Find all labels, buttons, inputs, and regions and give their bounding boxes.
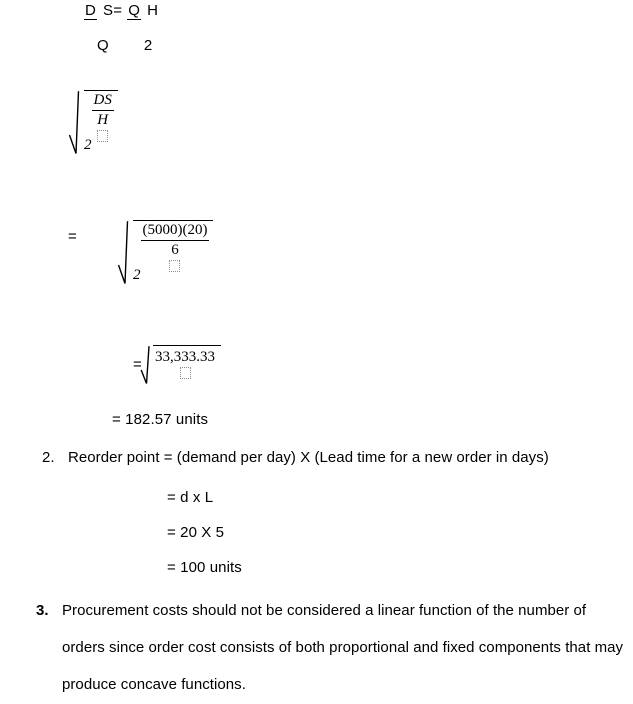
list-item-paragraph: Procurement costs should not be considered a linear function of the number of orders since order cost consists of both proportional and fixed components that may produce concave functions. (62, 602, 624, 693)
square-root-icon (68, 90, 84, 155)
radicand-number: 33,333.33 (155, 349, 215, 365)
fraction-denominator: 6 (171, 242, 179, 258)
fraction-denominator: H (97, 112, 109, 128)
square-root-icon (140, 345, 153, 385)
square-root-icon (117, 220, 133, 285)
radical-coefficient: 2 (133, 267, 141, 283)
balance-numerator-left: D (85, 2, 97, 19)
balance-denominator-left: Q (97, 37, 109, 54)
list-item (36, 592, 628, 703)
empty-equation-placeholder-icon[interactable] (180, 367, 191, 379)
balance-equation-denominator-row (84, 37, 158, 57)
radicand-symbolic (84, 90, 118, 155)
list-item (42, 443, 632, 473)
balance-equals: = (113, 2, 123, 19)
list-item-text (62, 592, 628, 703)
reorder-step-2: = 20 X 5 (167, 524, 225, 541)
balance-numerator-right: Q (128, 2, 141, 19)
empty-equation-placeholder-icon[interactable] (97, 130, 108, 142)
eoq-result-line: = 182.57 units (112, 411, 209, 428)
fraction-numerator: DS (92, 92, 114, 111)
value-with-placeholder (153, 347, 217, 379)
balance-term-left: S (103, 2, 114, 19)
radical-coefficient: 2 (84, 137, 92, 153)
placeholder-slot[interactable] (141, 259, 210, 272)
placeholder-slot[interactable] (153, 366, 217, 379)
radicand-value (153, 345, 221, 385)
list-item-marker: 2. (42, 449, 55, 466)
fraction-ds-over-h (92, 92, 114, 142)
list-item-paragraph: Reorder point = (demand per day) X (Lead time for a new order in days) (68, 449, 549, 466)
radical-value-expression (140, 345, 221, 385)
balance-denominator-right: 2 (143, 37, 153, 54)
balance-equation-numerator-row (84, 2, 158, 22)
list-item-text (68, 443, 632, 473)
radical-symbolic-expression (68, 90, 118, 155)
list-item-marker: 3. (36, 602, 49, 619)
reorder-step-1: = d x L (167, 489, 214, 506)
reorder-step-3: = 100 units (167, 559, 242, 576)
fraction-numerator: (5000)(20) (141, 222, 210, 241)
balance-term-right: H (147, 2, 159, 19)
radicand-numeric (133, 220, 213, 285)
radical-numeric-expression (117, 220, 213, 285)
radical-numeric-equals: = (68, 228, 77, 245)
eoq-balance-equation (84, 2, 158, 57)
radical-value-equals: = (133, 356, 142, 373)
placeholder-slot[interactable] (92, 129, 114, 142)
fraction-5000-20-over-6 (141, 222, 210, 272)
empty-equation-placeholder-icon[interactable] (169, 260, 180, 272)
